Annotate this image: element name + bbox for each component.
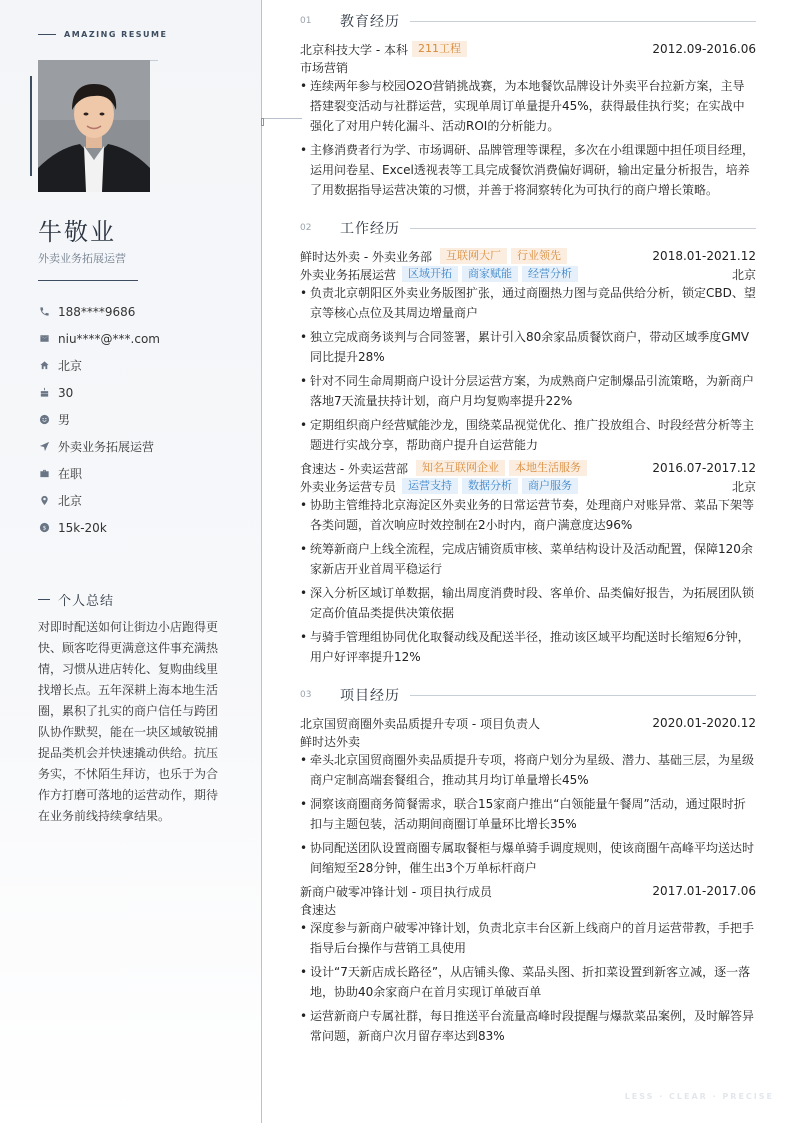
brand-divider [38,34,56,35]
company-tag: 互联网大厂 [440,248,507,264]
education-bullets [300,76,756,204]
home-icon [38,360,50,372]
skill-tag: 运营支持 [402,478,458,494]
company-tag: 行业领先 [511,248,567,264]
dollar-icon [38,522,50,534]
section-number: 02 [300,223,312,233]
section-title: 教育经历 [340,14,400,30]
info-text: 188****9686 [58,304,136,319]
job-entry-header [300,459,756,477]
section-rule [410,695,756,696]
skill-tag: 经营分析 [522,266,578,282]
job-role-row [300,477,756,495]
list-item: • 深度参与新商户破零冲锋计划，负责北京丰台区新上线商户的首月运营带教，手把手指导后台操作与营销工具使用 [300,918,756,958]
list-item: • 连续两年参与校园O2O营销挑战赛，为本地餐饮品牌设计外卖平台拉新方案，主导搭建裂变活动与社群运营，实现单周订单量提升45%，获得最佳执行奖；在实战中强化了对用户转化漏斗、活动ROI的分析能力。 [300,76,756,136]
title-divider [38,280,138,281]
job-entry-header [300,247,756,265]
project-bullets [300,918,756,1050]
list-item: • 协助主管维持北京海淀区外卖业务的日常运营节奏，处理商户对账异常、菜品下架等各类问题，首次响应时效控制在2小时内，商户满意度达96% [300,495,756,535]
profile-title: 外卖业务拓展运营 [38,252,126,265]
section-number: 01 [300,16,312,26]
section-connector-line [262,118,302,119]
skill-tag: 商家赋能 [462,266,518,282]
info-item-age [38,379,160,406]
job-date: 2016.07-2017.12 [652,461,756,475]
section-connector-dot [261,118,264,126]
phone-icon [38,306,50,318]
list-item: • 牵头北京国贸商圈外卖品质提升专项，将商户划分为星级、潜力、基础三层，为星级商户定制高端套餐组合，推动其月均订单量增长45% [300,750,756,790]
list-item: • 独立完成商务谈判与合同签署，累计引入80余家品质餐饮商户，带动区域季度GMV同比提升28% [300,327,756,367]
info-text: 外卖业务拓展运营 [58,440,155,454]
summary-text: 对即时配送如何让街边小店跑得更快、顾客吃得更满意这件事充满热情，习惯从进店转化、复购曲线里找增长点。五年深耕上海本地生活圈，累积了扎实的商户信任与跨团队协作默契，能在一块区域敏锐捕捉品类机会并快速撬动供给。抗压务实，不怵陌生拜访，也乐于为合作方打磨可落地的运营动作，期待在业务前线持续拿结果。 [38,620,219,823]
info-item-phone [38,298,160,325]
info-item-location [38,487,160,514]
project-name: 北京国贸商圈外卖品质提升专项 - 项目负责人 [300,716,540,731]
company-tag: 本地生活服务 [509,460,587,476]
project-date: 2020.01-2020.12 [652,716,756,730]
info-item-email [38,325,160,352]
projects-section-header [300,685,756,705]
info-item-gender [38,406,160,433]
info-item-home [38,352,160,379]
list-item: • 负责北京朝阳区外卖业务版图扩张，通过商圈热力图与竞品供给分析，锁定CBD、望京等核心点位及其周边增量商户 [300,283,756,323]
list-item: • 深入分析区域订单数据，输出周度消费时段、客单价、品类偏好报告，为拓展团队锁定高价值品类提供决策依据 [300,583,756,623]
info-text: 15k-20k [58,520,107,535]
job-role-row [300,265,756,283]
project-entry-header [300,714,756,732]
list-item: • 协同配送团队设置商圈专属取餐柜与爆单骑手调度规则，使该商圈午高峰平均送达时间缩短至28分钟，催生出3个万单标杆商户 [300,838,756,878]
job-city: 北京 [731,267,756,282]
job-bullets [300,283,756,459]
job-role: 外卖业务拓展运营 [300,267,397,282]
info-text: 北京 [58,359,83,373]
project-bullets [300,750,756,882]
info-item-position [38,433,160,460]
section-number: 03 [300,690,312,700]
briefcase-icon [38,468,50,480]
photo-accent-bar [30,76,32,176]
section-rule [410,21,756,22]
info-text: 在职 [58,467,83,481]
sidebar [0,0,262,1123]
svg-text:$: $ [42,525,46,532]
project-name: 新商户破零冲锋计划 - 项目执行成员 [300,884,492,899]
job-city: 北京 [731,479,756,494]
list-item: • 洞察该商圈商务简餐需求，联合15家商户推出“白领能量午餐周”活动，通过限时折扣与主题包装，活动期间商圈订单量环比增长35% [300,794,756,834]
contact-info-list [38,298,160,541]
cake-icon [38,387,50,399]
work-section-header [300,218,756,238]
summary-title: 个人总结 [58,594,115,609]
info-item-status [38,460,160,487]
info-text: niu****@***.com [58,331,160,346]
job-date: 2018.01-2021.12 [652,249,756,263]
section-title: 项目经历 [340,688,400,704]
summary-heading [38,590,114,609]
profile-photo [38,60,150,192]
info-text: 30 [58,385,74,400]
project-date: 2017.01-2017.06 [652,884,756,898]
list-item: • 统筹新商户上线全流程，完成店铺资质审核、菜单结构设计及活动配置，保障120余家新店开业首周平稳运行 [300,539,756,579]
education-section-header [300,11,756,31]
project-org: 鲜时达外卖 [300,735,361,749]
send-icon [38,441,50,453]
list-item: • 运营新商户专属社群，每日推送平台流量高峰时段提醒与爆款菜品案例，及时解答异常问题，新商户次月留存率达到83% [300,1006,756,1046]
education-major: 市场营销 [300,61,349,75]
avatar-portrait-icon [38,60,150,192]
company-tag: 知名互联网企业 [416,460,505,476]
info-item-salary [38,514,160,541]
project-entry-header [300,882,756,900]
project-org: 食速达 [300,903,337,917]
smile-icon [38,414,50,426]
brand [38,30,167,39]
footer-watermark: LESS · CLEAR · PRECISE [624,1092,774,1101]
section-rule [410,228,756,229]
skill-tag: 数据分析 [462,478,518,494]
profile-name: 牛敬业 [38,218,116,246]
brand-text: AMAZING RESUME [64,30,168,39]
skill-tag: 商户服务 [522,478,578,494]
school-name: 北京科技大学 - 本科 [300,42,408,57]
list-item: • 设计“7天新店成长路径”，从店铺头像、菜品头图、折扣菜设置到新客立减，逐一落地，协助40余家商户在首月实现订单破百单 [300,962,756,1002]
job-bullets [300,495,756,671]
list-item: • 定期组织商户经营赋能沙龙，围绕菜品视觉优化、推广投放组合、时段经营分析等主题进行实战分享，帮助商户提升自运营能力 [300,415,756,455]
mail-icon [38,333,50,345]
location-pin-icon [38,495,50,507]
list-item: • 与骑手管理组协同优化取餐动线及配送半径，推动该区域平均配送时长缩短6分钟，用户好评率提升12% [300,627,756,667]
info-text: 男 [58,413,71,427]
company-name: 食速达 - 外卖运营部 [300,461,408,476]
education-entry-header [300,40,756,58]
education-tag: 211工程 [412,41,467,57]
info-text: 北京 [58,494,83,508]
section-title: 工作经历 [340,221,400,237]
education-date: 2012.09-2016.06 [652,42,756,56]
skill-tag: 区域开拓 [402,266,458,282]
list-item: • 针对不同生命周期商户设计分层运营方案，为成熟商户定制爆品引流策略，为新商户落地7天流量扶持计划，商户月均复购率提升22% [300,371,756,411]
summary-dash [38,599,50,600]
list-item: • 主修消费者行为学、市场调研、品牌管理等课程，多次在小组课题中担任项目经理，运用问卷星、Excel透视表等工具完成餐饮消费偏好调研，输出定量分析报告，培养了用数据指导运营决策的习惯，并善于将洞察转化为可执行的商户增长策略。 [300,140,756,200]
company-name: 鲜时达外卖 - 外卖业务部 [300,249,432,264]
job-role: 外卖业务运营专员 [300,479,397,494]
